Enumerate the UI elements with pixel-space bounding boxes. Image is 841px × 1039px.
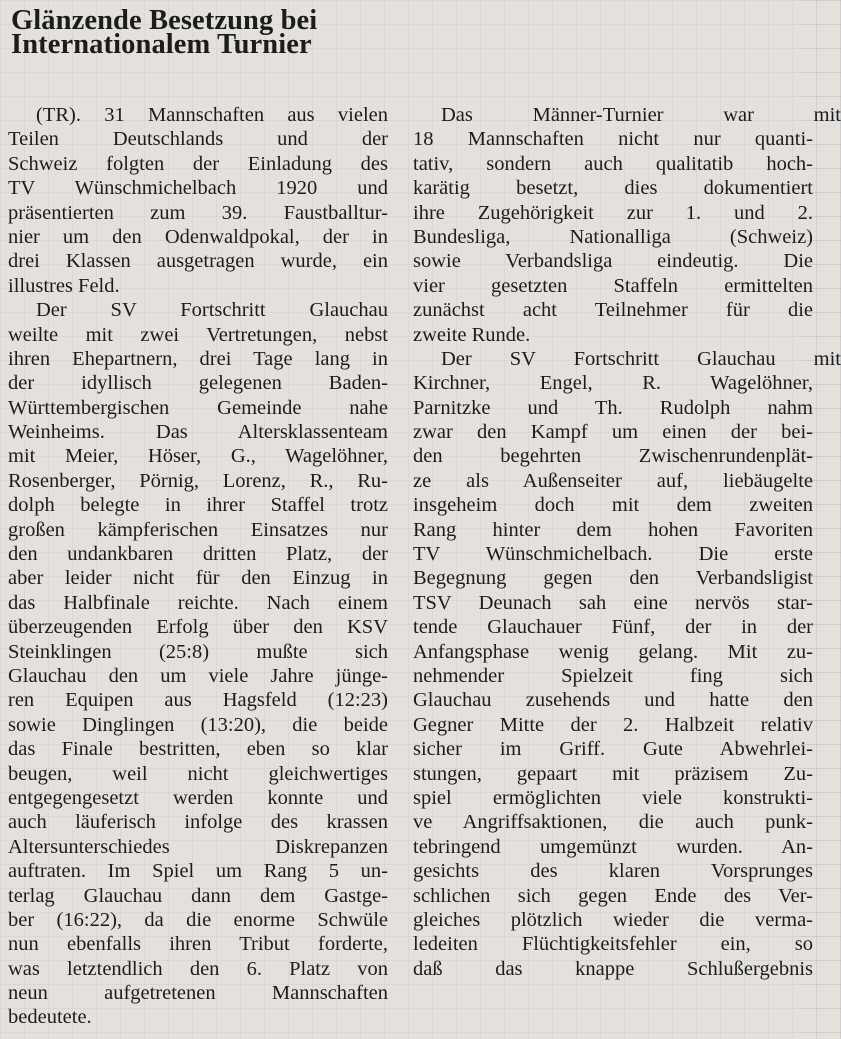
text-line: beugen, weil nicht gleichwertiges (8, 762, 388, 785)
text-line: zweite Runde. (413, 323, 531, 346)
text-line: aber leider nicht für den Einzug in (8, 567, 388, 590)
text-line: 18 Mannschaften nicht nur quanti- (413, 128, 813, 151)
text-line: weilte mit zwei Vertretungen, nebst (8, 323, 388, 346)
text-line: tende Glauchauer Fünf, der in der (413, 616, 813, 639)
text-line: ihren Ehepartnern, drei Tage lang in (8, 347, 388, 370)
text-line: (TR). 31 Mannschaften aus vielen (36, 104, 388, 126)
article-column-left (8, 103, 388, 1030)
text-line: Gegner Mitte der 2. Halbzeit relativ (413, 713, 813, 736)
text-line: den begehrten Zwischenrundenplät- (413, 445, 813, 468)
text-line: großen kämpferischen Einsatzes nur (8, 518, 388, 541)
text-line: stungen, gepaart mit präzisem Zu- (413, 762, 813, 785)
text-line: tativ, sondern auch qualitatib hoch- (413, 152, 813, 175)
text-line: präsentierten zum 39. Faustballtur- (8, 201, 388, 224)
text-line: Württembergischen Gemeinde nahe (8, 396, 388, 419)
text-line: daß das knappe Schlußergebnis (413, 957, 813, 980)
text-line: zunächst acht Teilnehmer für die (413, 299, 813, 322)
text-line: tebringend umgemünzt wurden. An- (413, 835, 813, 858)
text-line: TV Wünschmichelbach 1920 und (8, 177, 388, 200)
text-line: auftraten. Im Spiel um Rang 5 un- (8, 860, 388, 883)
text-line: spiel ermöglichten viele konstrukti- (413, 786, 813, 809)
text-line: insgeheim doch mit dem zweiten (413, 494, 813, 517)
text-line: Der SV Fortschritt Glauchau (36, 299, 388, 322)
text-line: bedeutete. (8, 1006, 92, 1029)
text-line: Teilen Deutschlands und der (8, 128, 388, 151)
text-line: Rosenberger, Pörnig, Lorenz, R., Ru- (8, 469, 388, 492)
text-line: ren Equipen aus Hagsfeld (12:23) (8, 689, 388, 712)
text-line: schlichen sich gegen Ende des Ver- (413, 884, 813, 907)
text-line: nun ebenfalls ihren Tribut forderte, (8, 933, 388, 956)
text-line: sicher im Griff. Gute Abwehrlei- (413, 738, 813, 761)
text-line: Rang hinter dem hohen Favoriten (413, 518, 813, 541)
text-line: auch läuferisch infolge des krassen (8, 811, 388, 834)
text-line: Glauchau den um viele Jahre jünge- (8, 664, 388, 687)
text-line: Steinklingen (25:8) mußte sich (8, 640, 388, 663)
text-line: neun aufgetretenen Mannschaften (8, 982, 388, 1005)
text-line: den undankbaren dritten Platz, der (8, 543, 388, 566)
text-line: das Halbfinale reichte. Nach einem (8, 591, 388, 614)
text-line: nehmender Spielzeit fing sich (413, 664, 813, 687)
text-line: das Finale bestritten, eben so klar (8, 738, 388, 761)
text-line: ihre Zugehörigkeit zur 1. und 2. (413, 201, 813, 224)
text-line: vier gesetzten Staffeln ermittelten (413, 274, 813, 297)
text-line: Begegnung gegen den Verbandsligist (413, 567, 813, 590)
text-line: dolph belegte in ihrer Staffel trotz (8, 494, 388, 517)
headline-line: Internationalem Turnier (11, 29, 312, 61)
text-line: sowie Dinglingen (13:20), die beide (8, 713, 388, 736)
text-line: sowie Verbandsliga eindeutig. Die (413, 250, 813, 273)
article-headline (11, 4, 431, 61)
headline-line: Glänzende Besetzung bei (11, 5, 318, 36)
text-line: Der SV Fortschritt Glauchau mit (441, 347, 841, 370)
text-line: Weinheims. Das Altersklassenteam (8, 421, 388, 444)
text-line: ve Angriffsaktionen, die auch punk- (413, 811, 813, 834)
text-line: Altersunterschiedes Diskrepanzen (8, 835, 388, 858)
text-line: Schweiz folgten der Einladung des (8, 152, 388, 175)
article-column-right (413, 103, 841, 981)
text-line: karätig besetzt, dies dokumentiert (413, 177, 813, 200)
text-line: Parnitzke und Th. Rudolph nahm (413, 396, 813, 419)
text-line: entgegengesetzt werden konnte und (8, 786, 388, 809)
text-line: ber (16:22), da die enorme Schwüle (8, 908, 388, 931)
text-line: Das Männer-Turnier war mit (441, 104, 841, 126)
text-line: zwar den Kampf um einen der bei- (413, 421, 813, 444)
text-line: TV Wünschmichelbach. Die erste (413, 543, 813, 566)
text-line: terlag Glauchau dann dem Gastge- (8, 884, 388, 907)
text-line: ze als Außenseiter auf, liebäugelte (413, 469, 813, 492)
text-line: ledeiten Flüchtigkeitsfehler ein, so (413, 933, 813, 956)
text-line: TSV Deunach sah eine nervös star- (413, 591, 813, 614)
text-line: illustres Feld. (8, 274, 120, 297)
text-line: der idyllisch gelegenen Baden- (8, 372, 388, 395)
text-line: gleiches plötzlich wieder die verma- (413, 908, 813, 931)
text-line: Bundesliga, Nationalliga (Schweiz) (413, 225, 813, 248)
text-line: Anfangsphase wenig gelang. Mit zu- (413, 640, 813, 663)
text-line: gesichts des klaren Vorsprunges (413, 860, 813, 883)
text-line: nier um den Odenwaldpokal, der in (8, 225, 388, 248)
text-line: Kirchner, Engel, R. Wagelöhner, (413, 372, 813, 395)
text-line: mit Meier, Höser, G., Wagelöhner, (8, 445, 388, 468)
text-line: Glauchau zusehends und hatte den (413, 689, 813, 712)
text-line: was letztendlich den 6. Platz von (8, 957, 388, 980)
text-line: drei Klassen ausgetragen wurde, ein (8, 250, 388, 273)
text-line: überzeugenden Erfolg über den KSV (8, 616, 388, 639)
